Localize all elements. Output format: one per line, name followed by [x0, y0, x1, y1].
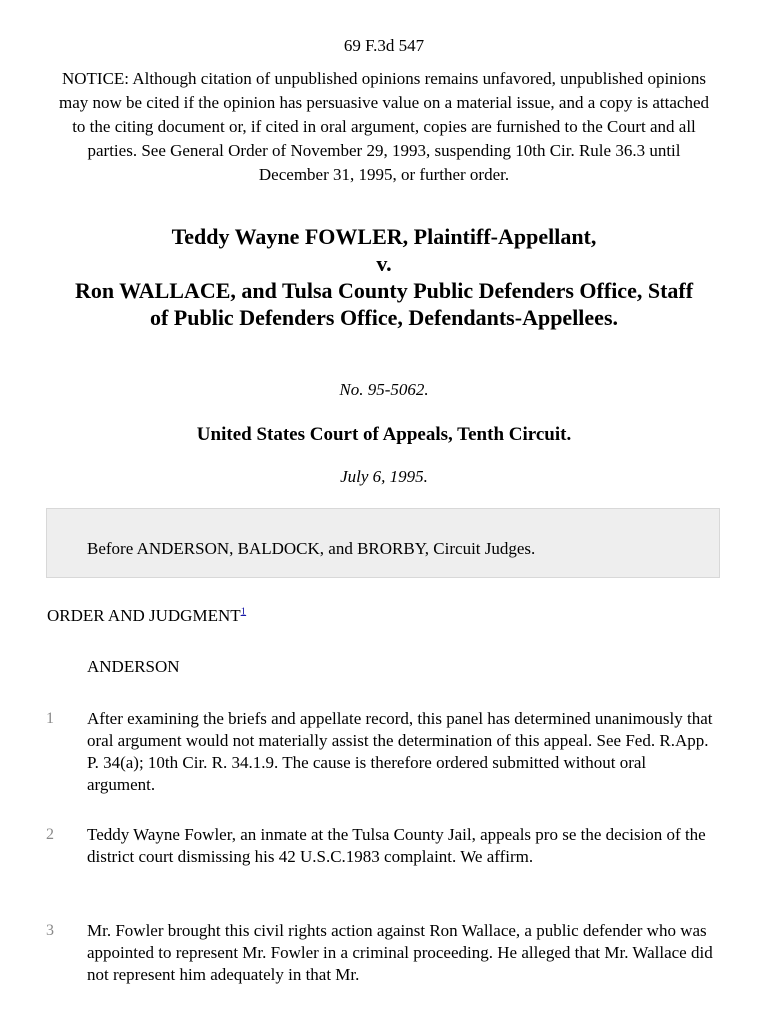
paragraph-number: 2	[46, 826, 54, 843]
decision-date: July 6, 1995.	[340, 467, 428, 486]
order-heading	[47, 606, 246, 626]
author-name: ANDERSON	[87, 657, 180, 676]
caption-plaintiff: Teddy Wayne FOWLER, Plaintiff-Appellant,	[171, 224, 597, 249]
caption-defendants-cont: of Public Defenders Office, Defendants-Appellees.	[149, 305, 619, 330]
order-title: ORDER AND JUDGMENT	[47, 606, 241, 625]
unpublished-notice: NOTICE: Although citation of unpublished opinions remains unfavored, unpublished opinions may now be cited if the opinion has persuasive value on a material issue, and a copy is attached to the citing document or, if cited in oral argument, copies are furnished to the Court and all parties. See General Order of November 29, 1993, suspending 10th Cir. Rule 36.3 until December 31, 1995, or further order.	[58, 69, 710, 184]
paragraph-text: After examining the briefs and appellate record, this panel has determined unanimously that oral argument would not materially assist the determination of this appeal. See Fed. R.App. P. 34(a); 10th Cir. R. 34.1.9. The cause is therefore ordered submitted without oral argument.	[87, 709, 713, 794]
paragraph-number: 1	[46, 710, 54, 727]
case-caption	[40, 223, 728, 331]
citation: 69 F.3d 547	[343, 36, 425, 55]
judges-panel	[46, 508, 720, 578]
paragraph-text: Teddy Wayne Fowler, an inmate at the Tulsa County Jail, appeals pro se the decision of the district court dismissing his 42 U.S.C.1983 complaint. We affirm.	[87, 825, 706, 866]
paragraph-text: Mr. Fowler brought this civil rights action against Ron Wallace, a public defender who was appointed to represent Mr. Fowler in a criminal proceeding. He alleged that Mr. Wallace did not represent him adequately in that Mr.	[87, 921, 713, 984]
caption-versus: v.	[376, 251, 392, 276]
judges-text: Before ANDERSON, BALDOCK, and BRORBY, Circuit Judges.	[87, 539, 536, 558]
court-name: United States Court of Appeals, Tenth Circuit.	[196, 424, 572, 445]
footnote-link[interactable]: 1	[240, 605, 247, 618]
paragraph-number: 3	[46, 922, 54, 939]
docket-number: No. 95-5062.	[339, 380, 429, 399]
caption-defendants: Ron WALLACE, and Tulsa County Public Defenders Office, Staff	[74, 278, 694, 303]
